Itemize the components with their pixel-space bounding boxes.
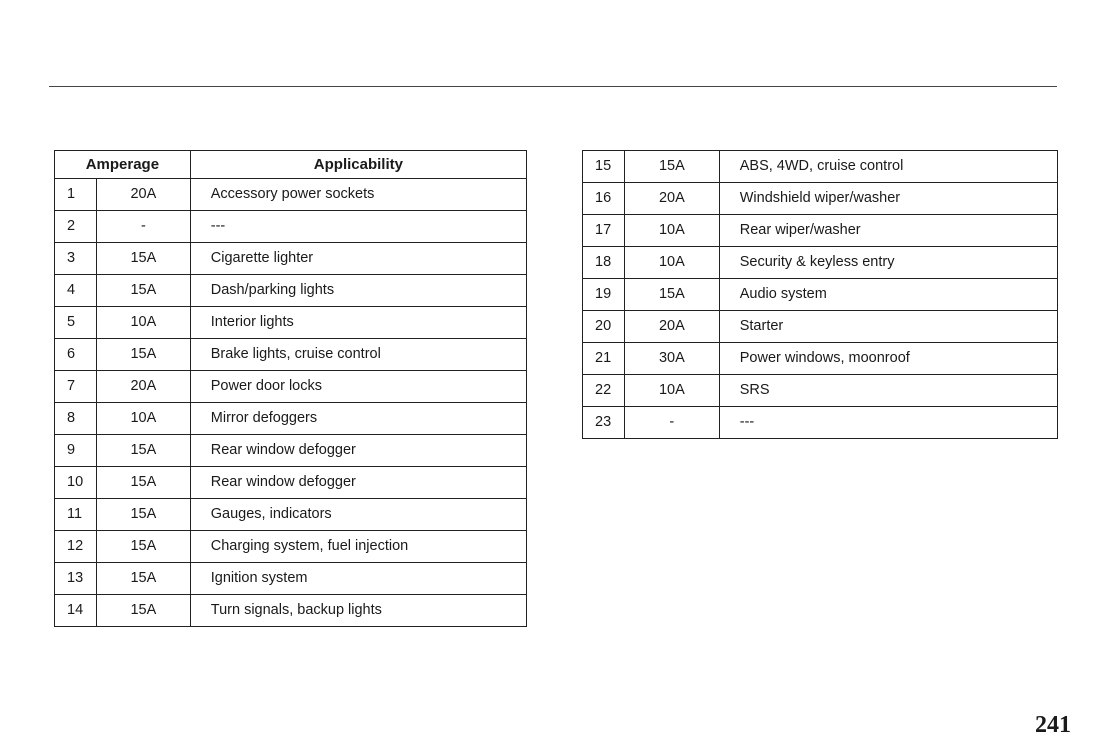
fuse-applicability: Starter: [719, 311, 1057, 343]
fuse-number: 10: [55, 467, 97, 499]
fuse-applicability: ABS, 4WD, cruise control: [719, 151, 1057, 183]
fuse-number: 16: [583, 183, 625, 215]
fuse-amperage: 20A: [96, 371, 190, 403]
fuse-amperage: 10A: [624, 215, 719, 247]
fuse-applicability: Mirror defoggers: [190, 403, 526, 435]
fuse-amperage: 10A: [624, 375, 719, 407]
page-number: 241: [1035, 712, 1071, 738]
fuse-number: 11: [55, 499, 97, 531]
table-row: [55, 499, 527, 531]
fuse-number: 6: [55, 339, 97, 371]
fuse-number: 13: [55, 563, 97, 595]
fuse-amperage: 15A: [96, 435, 190, 467]
table-row: [55, 307, 527, 339]
fuse-applicability: Rear window defogger: [190, 435, 526, 467]
header-row: [55, 151, 527, 179]
fuse-applicability: Rear wiper/washer: [719, 215, 1057, 247]
fuse-applicability: Charging system, fuel injection: [190, 531, 526, 563]
fuse-applicability: Turn signals, backup lights: [190, 595, 526, 627]
table-row: [583, 375, 1058, 407]
fuse-applicability: Ignition system: [190, 563, 526, 595]
table-row: [583, 215, 1058, 247]
right-table-body: [583, 151, 1058, 439]
fuse-number: 18: [583, 247, 625, 279]
table-row: [583, 343, 1058, 375]
fuse-amperage: 20A: [624, 311, 719, 343]
fuse-applicability: Rear window defogger: [190, 467, 526, 499]
fuse-applicability: SRS: [719, 375, 1057, 407]
table-row: [55, 339, 527, 371]
fuse-number: 22: [583, 375, 625, 407]
fuse-amperage: 15A: [96, 595, 190, 627]
fuse-number: 17: [583, 215, 625, 247]
fuse-number: 9: [55, 435, 97, 467]
fuse-applicability: Interior lights: [190, 307, 526, 339]
fuse-number: 20: [583, 311, 625, 343]
fuse-amperage: 30A: [624, 343, 719, 375]
fuse-applicability: ---: [719, 407, 1057, 439]
fuse-amperage: 15A: [624, 151, 719, 183]
fuse-applicability: Security & keyless entry: [719, 247, 1057, 279]
fuse-number: 1: [55, 179, 97, 211]
fuse-number: 5: [55, 307, 97, 339]
fuse-applicability: Power windows, moonroof: [719, 343, 1057, 375]
table-row: [55, 371, 527, 403]
fuse-amperage: 20A: [624, 183, 719, 215]
fuse-applicability: Gauges, indicators: [190, 499, 526, 531]
fuse-applicability: Cigarette lighter: [190, 243, 526, 275]
fuse-amperage: 15A: [96, 275, 190, 307]
fuse-amperage: 10A: [96, 307, 190, 339]
top-rule: [49, 86, 1057, 87]
table-row: [583, 183, 1058, 215]
table-row: [583, 279, 1058, 311]
table-row: [583, 247, 1058, 279]
table-row: [583, 151, 1058, 183]
fuse-amperage: -: [96, 211, 190, 243]
fuse-number: 4: [55, 275, 97, 307]
fuse-number: 14: [55, 595, 97, 627]
fuse-number: 19: [583, 279, 625, 311]
fuse-amperage: -: [624, 407, 719, 439]
fuse-applicability: Windshield wiper/washer: [719, 183, 1057, 215]
table-row: [55, 211, 527, 243]
fuse-amperage: 10A: [624, 247, 719, 279]
table-row: [55, 403, 527, 435]
fuse-amperage: 15A: [96, 467, 190, 499]
fuse-applicability: Audio system: [719, 279, 1057, 311]
fuse-number: 12: [55, 531, 97, 563]
fuse-applicability: ---: [190, 211, 526, 243]
fuse-amperage: 15A: [624, 279, 719, 311]
fuse-amperage: 15A: [96, 531, 190, 563]
fuse-number: 21: [583, 343, 625, 375]
fuse-amperage: 15A: [96, 339, 190, 371]
table-row: [55, 275, 527, 307]
table-row: [55, 243, 527, 275]
fuse-applicability: Dash/parking lights: [190, 275, 526, 307]
table-row: [55, 435, 527, 467]
left-table-body: [55, 179, 527, 627]
fuse-table-right: [582, 150, 1058, 439]
table-row: [55, 467, 527, 499]
fuse-amperage: 15A: [96, 563, 190, 595]
fuse-amperage: 15A: [96, 499, 190, 531]
fuse-amperage: 15A: [96, 243, 190, 275]
table-row: [55, 531, 527, 563]
fuse-number: 3: [55, 243, 97, 275]
fuse-number: 15: [583, 151, 625, 183]
fuse-table-left: [54, 150, 527, 627]
table-row: [583, 311, 1058, 343]
table-row: [55, 595, 527, 627]
fuse-applicability: Brake lights, cruise control: [190, 339, 526, 371]
table-row: [583, 407, 1058, 439]
table-row: [55, 563, 527, 595]
fuse-number: 8: [55, 403, 97, 435]
amperage-header: Amperage: [55, 151, 191, 179]
fuse-applicability: Accessory power sockets: [190, 179, 526, 211]
fuse-number: 23: [583, 407, 625, 439]
fuse-amperage: 20A: [96, 179, 190, 211]
fuse-amperage: 10A: [96, 403, 190, 435]
fuse-applicability: Power door locks: [190, 371, 526, 403]
applicability-header: Applicability: [190, 151, 526, 179]
table-row: [55, 179, 527, 211]
fuse-number: 2: [55, 211, 97, 243]
fuse-number: 7: [55, 371, 97, 403]
